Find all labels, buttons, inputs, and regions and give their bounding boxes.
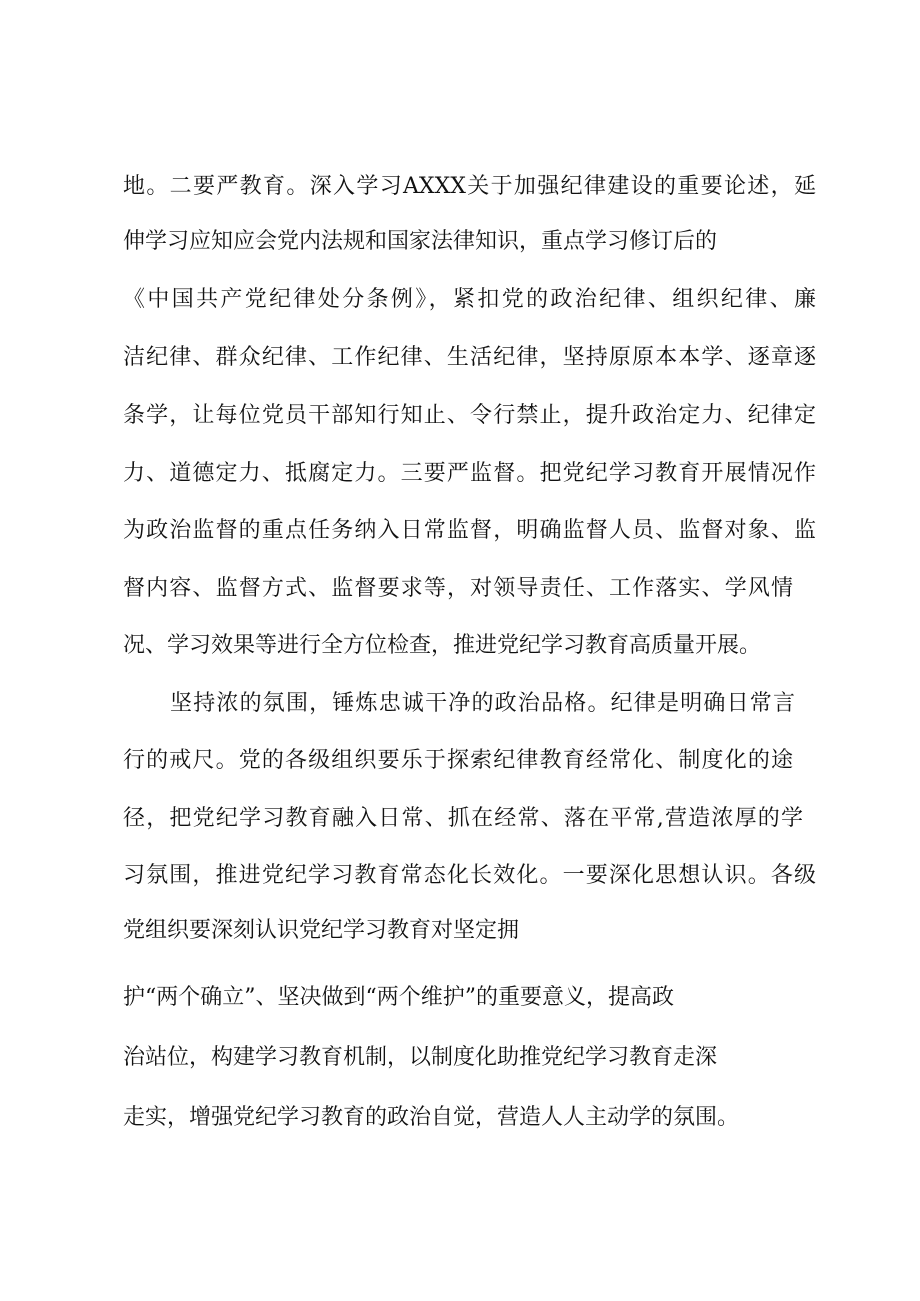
text-line-11: 行的戒尺。党的各级组织要乐于探索纪律教育经常化、制度化的途	[123, 748, 793, 773]
text-line-13: 习氛围，推进党纪学习教育常态化长效化。一要深化思想认识。各级	[123, 863, 816, 888]
text-line-5: 条学，让每位党员干部知行知止、令行禁止，提升政治定力、纪律定	[123, 403, 816, 428]
text-line-17: 走实，增强党纪学习教育的政治自觉，营造人人主动学的氛围。	[123, 1105, 740, 1130]
paragraph-2-first-line: 坚持浓的氛围，锤炼忠诚干净的政治品格。纪律是明确日常言	[170, 691, 795, 716]
text-line-7: 为政治监督的重点任务纳入日常监督，明确监督人员、监督对象、监	[123, 518, 816, 543]
text-line-3: 《中国共产党纪律处分条例》，紧扣党的政治纪律、组织纪律、廉	[123, 287, 816, 312]
text-line-6: 力、道德定力、抵腐定力。三要严监督。把党纪学习教育开展情况作	[123, 461, 816, 486]
text-line-2: 伸学习应知应会党内法规和国家法律知识，重点学习修订后的	[123, 229, 718, 254]
text-line-1: 地。二要严教育。深入学习AXXX关于加强纪律建设的重要论述，延	[123, 174, 816, 199]
text-line-8: 督内容、监督方式、监督要求等，对领导责任、工作落实、学风情	[123, 576, 793, 601]
text-line-9: 况、学习效果等进行全方位检查，推进党纪学习教育高质量开展。	[123, 633, 762, 658]
text-line-12: 径，把党纪学习教育融入日常、抓在经常、落在平常,营造浓厚的学	[123, 806, 803, 831]
text-line-15: 护“两个确立”、坚决做到“两个维护”的重要意义，提高政	[123, 985, 674, 1010]
text-line-16: 治站位，构建学习教育机制，以制度化助推党纪学习教育走深	[123, 1045, 718, 1070]
text-line-4: 洁纪律、群众纪律、工作纪律、生活纪律，坚持原原本本学、逐章逐	[123, 345, 816, 370]
text-line-14: 党组织要深刻认识党纪学习教育对坚定拥	[123, 918, 520, 943]
